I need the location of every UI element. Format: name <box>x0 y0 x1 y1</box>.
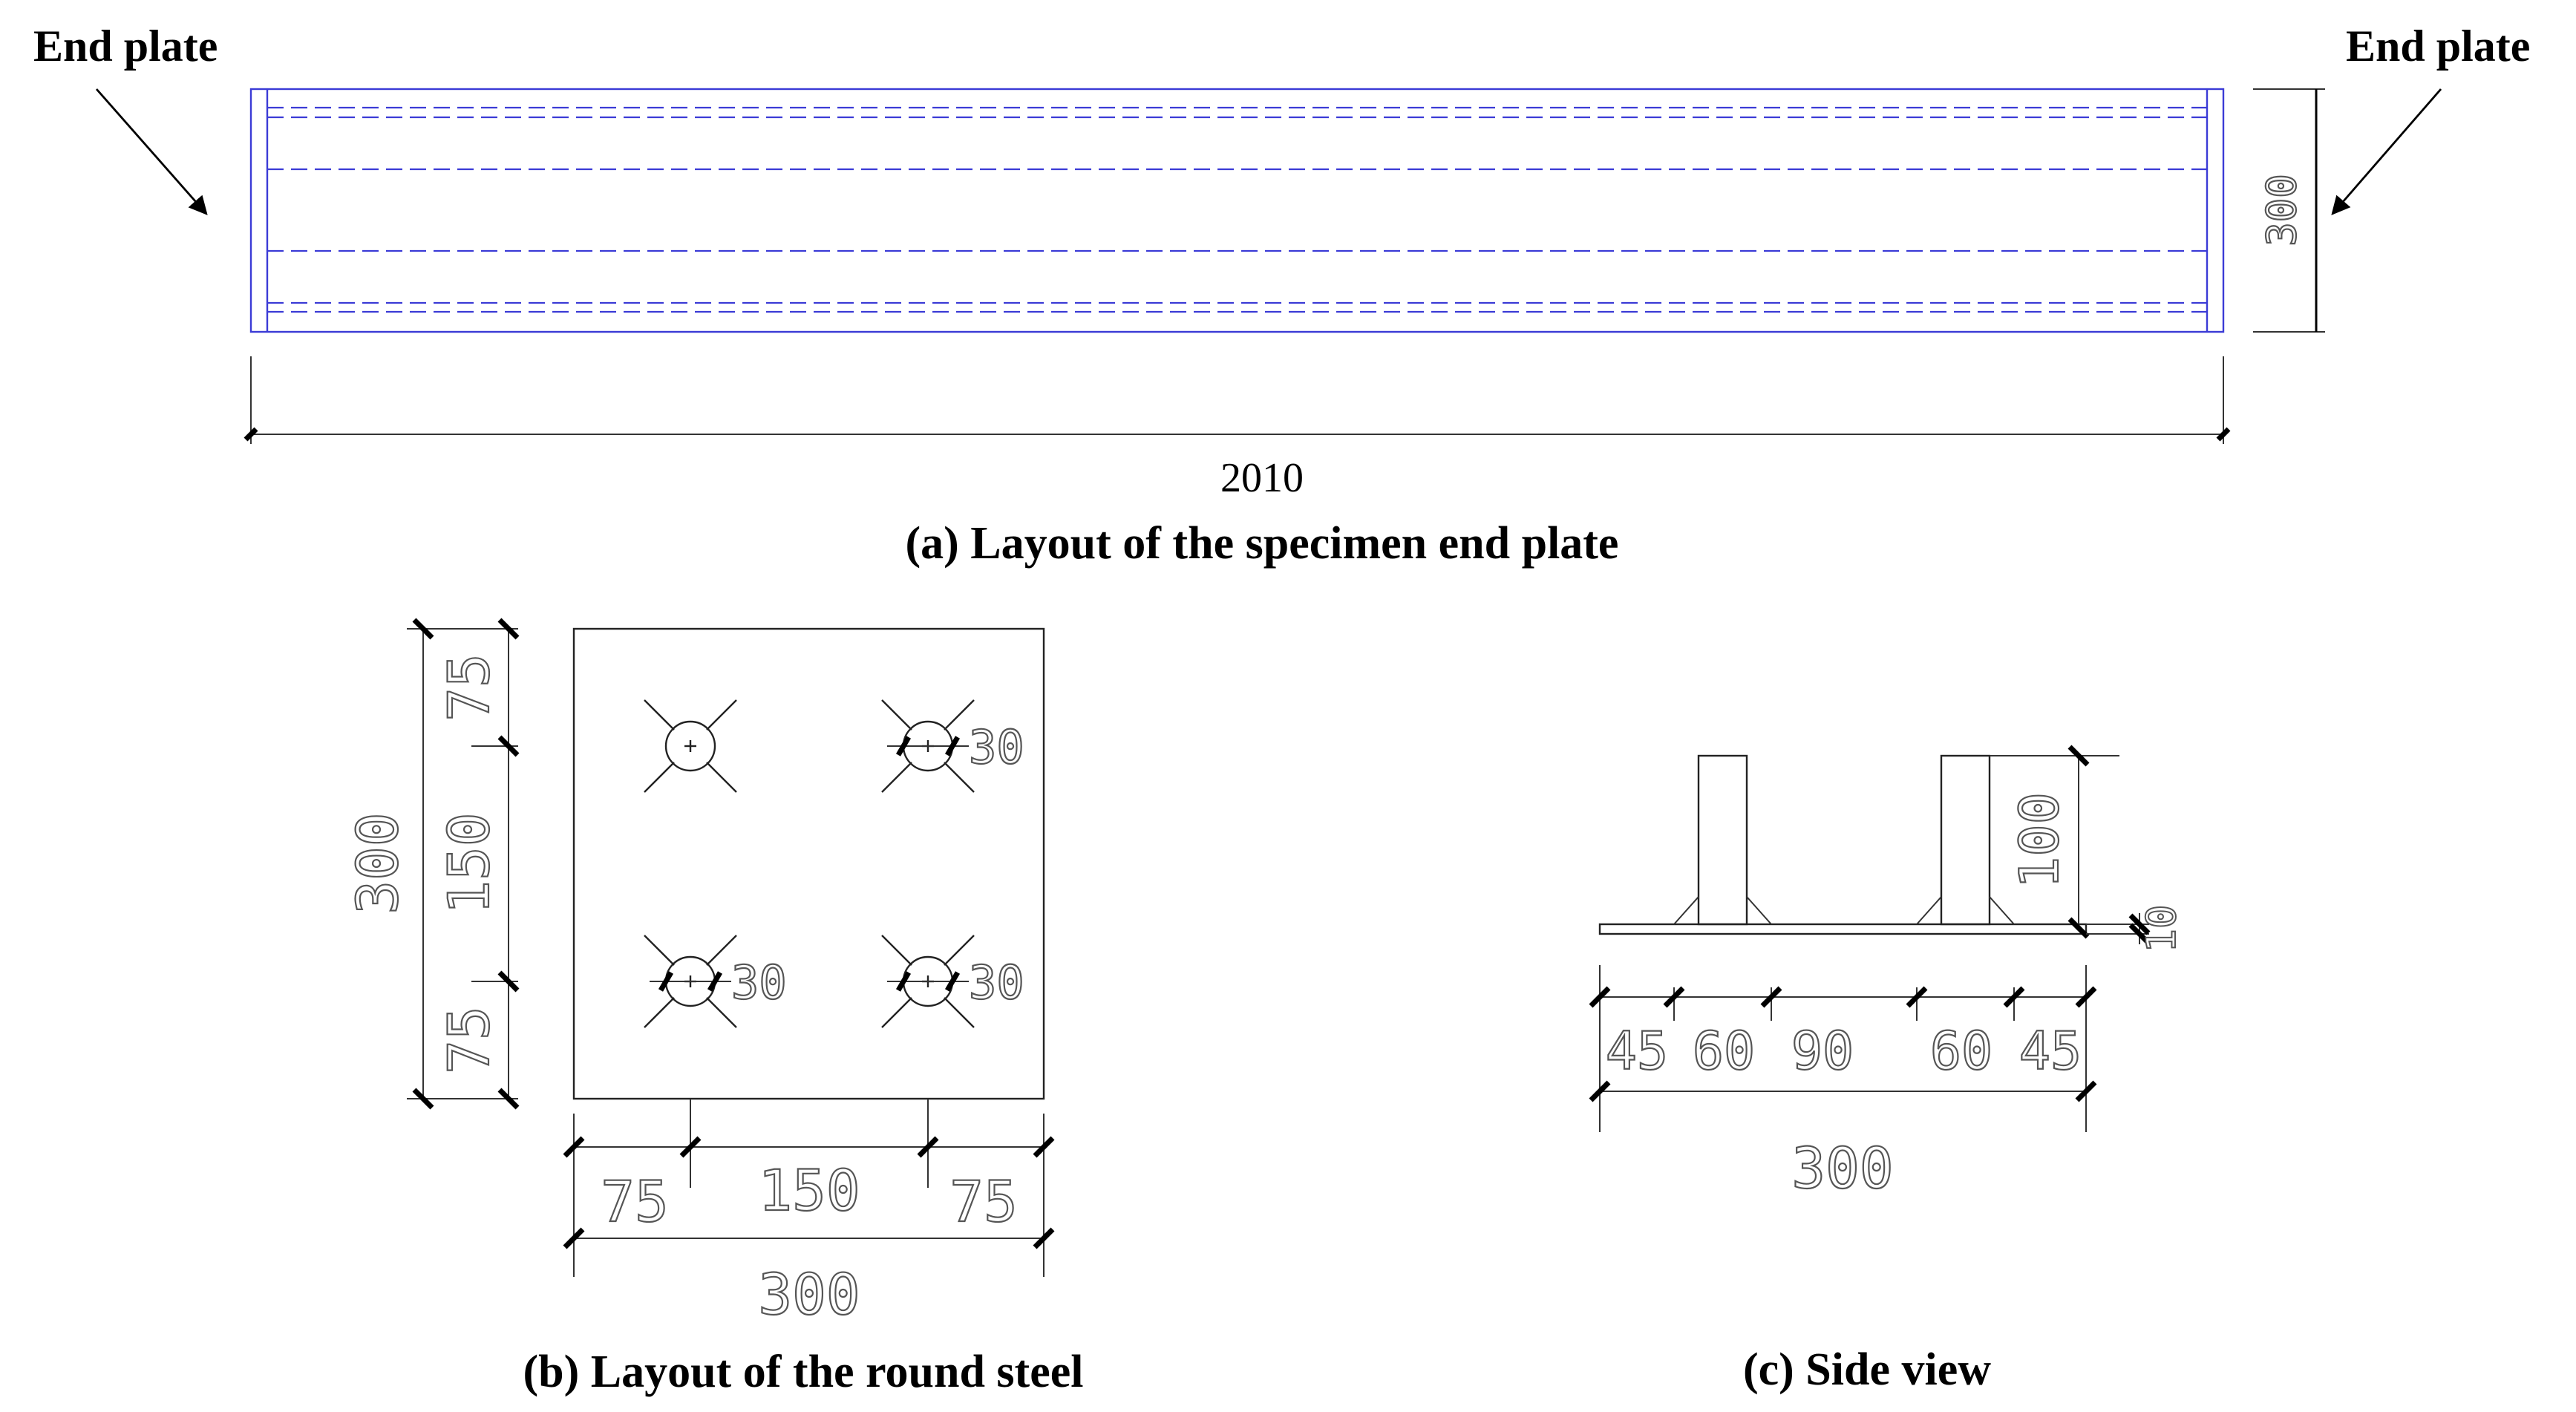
weld-line <box>1747 897 1771 924</box>
dim-seg-3: 90 <box>1791 1021 1854 1082</box>
dim-height-bottom: 75 <box>436 1006 502 1074</box>
round-steel-stud <box>644 935 736 1027</box>
stud-diameter-label: 30 <box>731 955 787 1010</box>
caption-c: (c) Side view <box>1742 1344 1992 1395</box>
dim-height-total: 300 <box>344 812 411 915</box>
specimen-body <box>251 89 2223 332</box>
dim-height-mid: 150 <box>436 812 502 915</box>
stud-diameter-label: 30 <box>969 955 1024 1010</box>
panel-c-side-view <box>1591 747 2185 1395</box>
dim-seg-4: 60 <box>1929 1021 1993 1082</box>
dim-width-left: 75 <box>601 1169 669 1235</box>
arrow-right <box>2333 89 2441 214</box>
dim-height-label: 300 <box>2258 174 2305 246</box>
dim-tick <box>246 429 256 439</box>
base-plate <box>1600 924 2086 934</box>
dim-height-top: 75 <box>436 653 502 722</box>
dim-width-mid: 150 <box>758 1157 860 1223</box>
round-steel-bar <box>1699 756 1747 924</box>
end-plate-label-right: End plate <box>2346 22 2531 71</box>
panel-b-round-steel <box>344 620 1083 1397</box>
dim-tick <box>2218 429 2229 439</box>
dim-total: 300 <box>1791 1135 1894 1201</box>
caption-b: (b) Layout of the round steel <box>523 1347 1084 1397</box>
weld-line <box>1990 897 2014 924</box>
dim-seg-2: 60 <box>1692 1021 1756 1082</box>
panel-a-specimen-layout <box>33 22 2530 569</box>
stud-diameter-label: 30 <box>969 720 1024 774</box>
weld-line <box>1674 897 1699 924</box>
end-plate-square <box>574 629 1044 1099</box>
dim-width-right: 75 <box>949 1169 1018 1235</box>
round-steel-stud <box>882 700 974 792</box>
dim-bar-height: 100 <box>2008 791 2070 889</box>
dim-width-total: 300 <box>758 1261 860 1327</box>
round-steel-stud <box>882 935 974 1027</box>
weld-line <box>1917 897 1941 924</box>
dim-seg-1: 45 <box>1605 1021 1669 1082</box>
dim-plate-thickness: 10 <box>2138 904 2185 953</box>
round-steel-stud <box>644 700 736 792</box>
caption-a: (a) Layout of the specimen end plate <box>905 518 1619 569</box>
arrow-left <box>97 89 206 214</box>
dim-length-label: 2010 <box>1220 455 1304 501</box>
round-steel-bar <box>1941 756 1990 924</box>
dim-seg-5: 45 <box>2018 1021 2082 1082</box>
end-plate-label-left: End plate <box>33 22 218 71</box>
